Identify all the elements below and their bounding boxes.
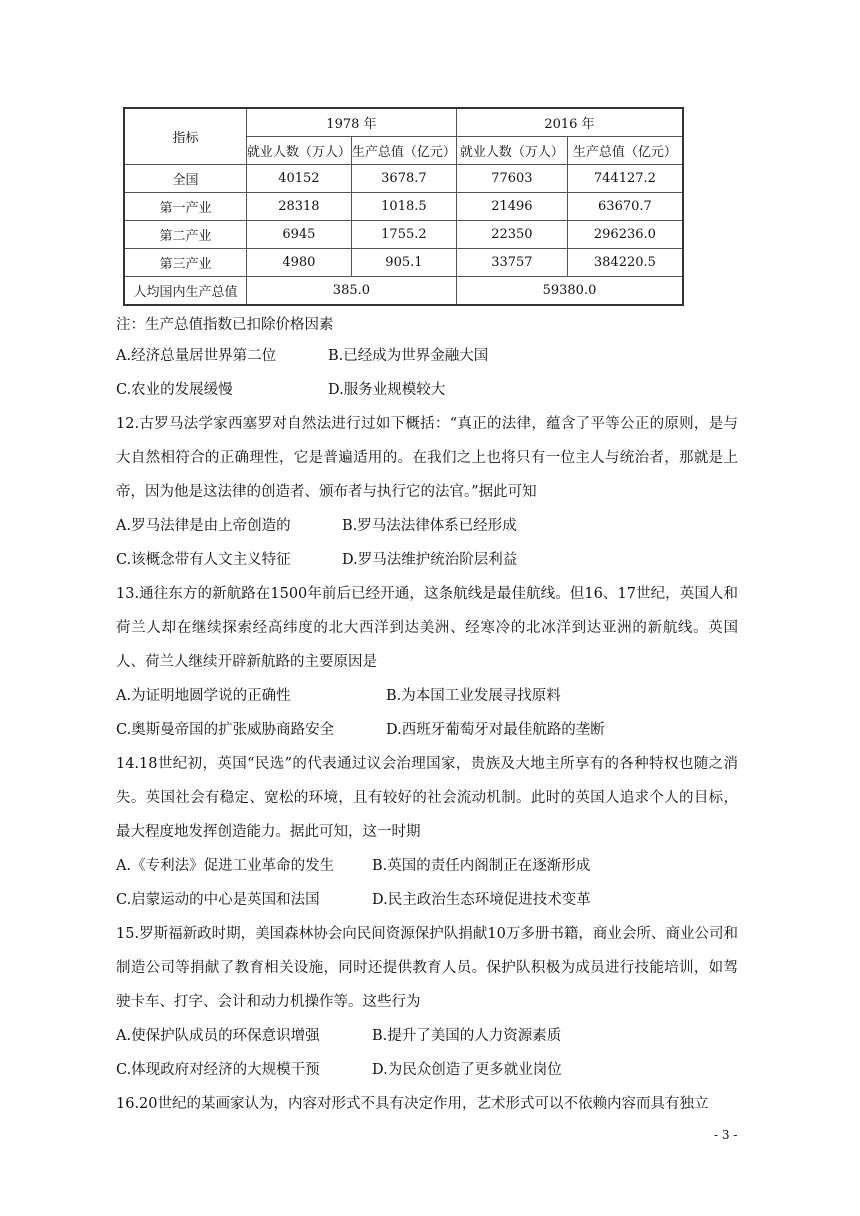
- q11-option-a: A.经济总量居世界第二位: [116, 348, 277, 364]
- q14-options-row-2: [116, 883, 738, 917]
- q15-option-a: A.使保护队成员的环保意识增强: [116, 1028, 320, 1044]
- q12-options-row-2: [116, 543, 738, 577]
- q12-options-row-1: [116, 509, 738, 543]
- q11-options-row-2: [116, 373, 738, 407]
- table-cell: 744127.2: [567, 165, 683, 193]
- q14-stem: 14.18世纪初，英国“民选”的代表通过议会治理国家，贵族及大地主所享有的各种特权也随之消失。英国社会有稳定、宽松的环境，且有较好的社会流动机制。此时的英国人追求个人的目标，最大程度地发挥创造能力。据此可知，这一时期: [116, 756, 738, 840]
- table-row: [124, 165, 683, 193]
- table-row: [124, 221, 683, 249]
- row-label: 全国: [124, 165, 246, 193]
- table-cell: 28318: [246, 193, 351, 221]
- q11-option-c: C.农业的发展缓慢: [116, 382, 233, 398]
- q14-option-c: C.启蒙运动的中心是英国和法国: [116, 892, 320, 908]
- table-cell: 77603: [456, 165, 567, 193]
- q14-option-a: A.《专利法》促进工业革命的发生: [116, 858, 335, 874]
- q15-options-row-2: [116, 1053, 738, 1087]
- q12-option-b: B.罗马法法律体系已经形成: [342, 518, 517, 534]
- q14-options-row-1: [116, 849, 738, 883]
- table-cell: 384220.5: [567, 249, 683, 277]
- table-cell: 21496: [456, 193, 567, 221]
- q14-option-d: D.民主政治生态环境促进技术变革: [372, 892, 591, 908]
- table-cell: 33757: [456, 249, 567, 277]
- q12-stem: 12.古罗马法学家西塞罗对自然法进行过如下概括：“真正的法律，蕴含了平等公正的原则，是与大自然相符合的正确理性，它是普遍适用的。在我们之上也将只有一位主人与统治者，那就是上帝，因为他是这法律的创造者、颁布者与执行它的法官。”据此可知: [116, 416, 738, 500]
- table-cell: 385.0: [246, 277, 456, 306]
- q12-option-c: C.该概念带有人文主义特征: [116, 552, 291, 568]
- q11-option-d: D.服务业规模较大: [328, 382, 446, 398]
- q12-option-d: D.罗马法维护统治阶层利益: [342, 552, 518, 568]
- row-label: 第三产业: [124, 249, 246, 277]
- table-cell: 59380.0: [456, 277, 683, 306]
- q15-option-b: B.提升了美国的人力资源素质: [372, 1028, 562, 1044]
- sub-header-cell: 生产总值（亿元）: [351, 137, 456, 165]
- q15-option-c: C.体现政府对经济的大规模干预: [116, 1062, 320, 1078]
- table-cell: 1018.5: [351, 193, 456, 221]
- q16-stem: 16.20世纪的某画家认为，内容对形式不具有决定作用，艺术形式可以不依赖内容而具有独立: [116, 1096, 709, 1112]
- q13-option-d: D.西班牙葡萄牙对最佳航路的垄断: [386, 722, 605, 738]
- q15-stem: 15.罗斯福新政时期，美国森林协会向民间资源保护队捐献10万多册书籍，商业会所、商业公司和制造公司等捐献了教育相关设施，同时还提供教育人员。保护队积极为成员进行技能培训，如驾驶卡车、打字、会计和动力机操作等。这些行为: [116, 926, 738, 1010]
- table-cell: 1755.2: [351, 221, 456, 249]
- table-cell: 22350: [456, 221, 567, 249]
- row-label: 第二产业: [124, 221, 246, 249]
- sub-header-cell: 生产总值（亿元）: [567, 137, 683, 165]
- table-row: [124, 249, 683, 277]
- row-label: 第一产业: [124, 193, 246, 221]
- table-row: [124, 277, 683, 306]
- table-note: 注：生产总值指数已扣除价格因素: [116, 317, 334, 333]
- table-cell: 4980: [246, 249, 351, 277]
- q13-options-row-2: [116, 713, 738, 747]
- table-cell: 296236.0: [567, 221, 683, 249]
- table-cell: 905.1: [351, 249, 456, 277]
- sub-header-cell: 就业人数（万人）: [456, 137, 567, 165]
- q13-option-a: A.为证明地圆学说的正确性: [116, 688, 291, 704]
- page-number: - 3 -: [714, 1128, 738, 1142]
- q11-options-row-1: [116, 339, 738, 373]
- q15-options-row-1: [116, 1019, 738, 1053]
- q12-option-a: A.罗马法律是由上帝创造的: [116, 518, 291, 534]
- year-header-1978: 1978 年: [246, 108, 456, 137]
- table-cell: 63670.7: [567, 193, 683, 221]
- header-label-cell: 指标: [124, 108, 246, 165]
- row-label: 人均国内生产总值: [124, 277, 246, 306]
- q13-stem: 13.通往东方的新航路在1500年前后已经开通，这条航线是最佳航线。但16、17世纪，英国人和荷兰人却在继续探索经高纬度的北大西洋到达美洲、经寒冷的北冰洋到达亚洲的新航线。英国人、荷兰人继续开辟新航路的主要原因是: [116, 586, 738, 670]
- table-cell: 3678.7: [351, 165, 456, 193]
- q13-option-c: C.奥斯曼帝国的扩张威胁商路安全: [116, 722, 335, 738]
- q11-option-b: B.已经成为世界金融大国: [328, 348, 489, 364]
- economy-data-table: [123, 107, 684, 306]
- q14-option-b: B.英国的责任内阁制正在逐渐形成: [372, 858, 591, 874]
- q13-options-row-1: [116, 679, 738, 713]
- questions-body: [116, 339, 738, 1121]
- q15-option-d: D.为民众创造了更多就业岗位: [372, 1062, 562, 1078]
- table-cell: 6945: [246, 221, 351, 249]
- table-cell: 40152: [246, 165, 351, 193]
- sub-header-cell: 就业人数（万人）: [246, 137, 351, 165]
- table-row: [124, 193, 683, 221]
- q13-option-b: B.为本国工业发展寻找原料: [386, 688, 561, 704]
- data-table-container: [123, 107, 684, 306]
- year-header-2016: 2016 年: [456, 108, 683, 137]
